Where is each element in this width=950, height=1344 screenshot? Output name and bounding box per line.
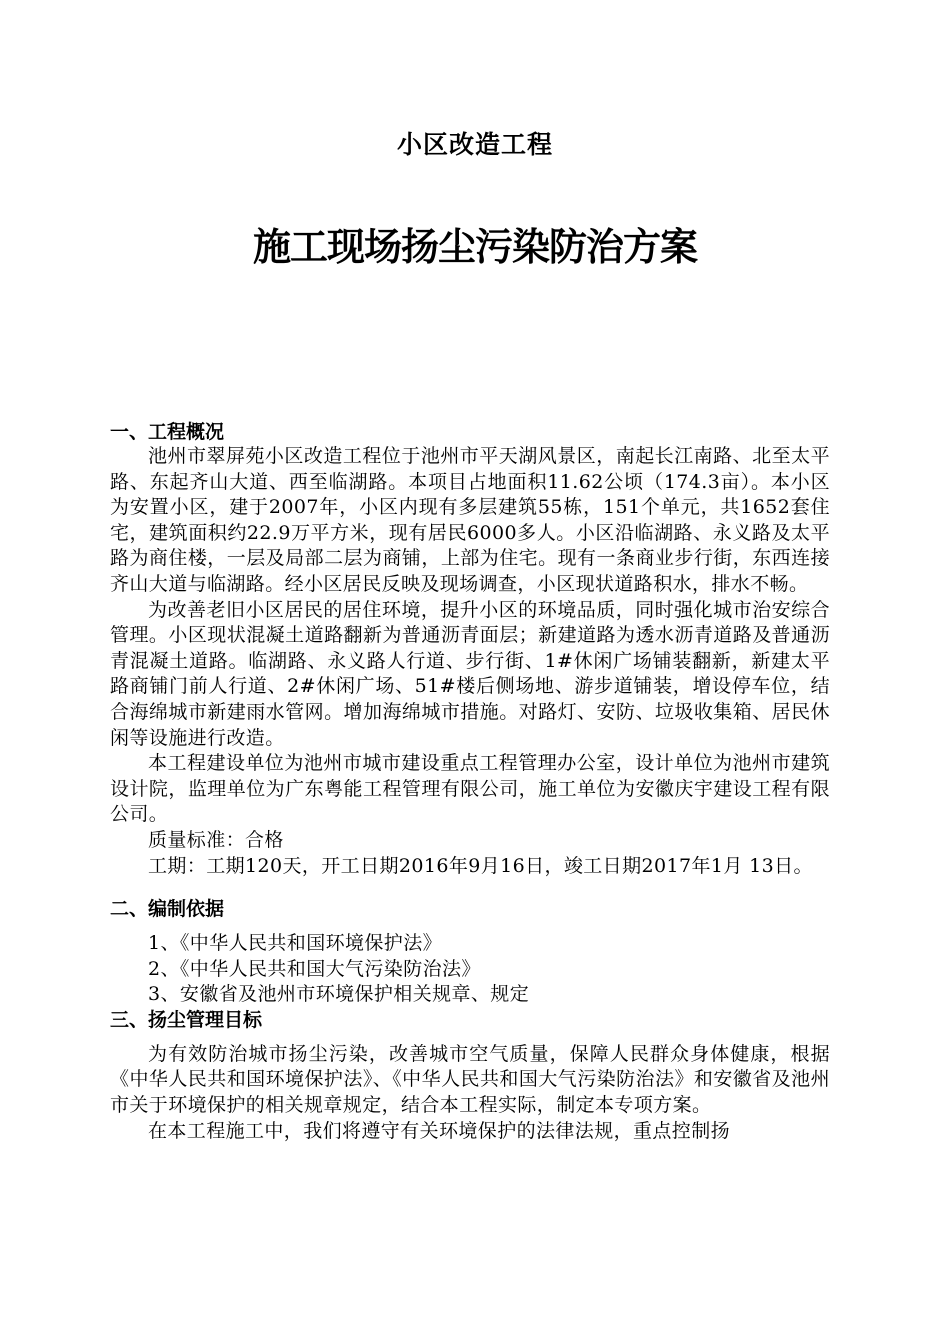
list-item: 3、安徽省及池州市环境保护相关规章、规定 <box>148 983 530 1006</box>
heading-spacer <box>110 921 830 931</box>
heading-spacer <box>110 1032 830 1042</box>
section-heading: 二、编制依据 <box>110 898 225 921</box>
paragraph: 在本工程施工中，我们将遵守有关环境保护的法律法规，重点控制扬 <box>148 1119 731 1142</box>
section-dust-goals <box>110 1008 830 1144</box>
paragraph: 为有效防治城市扬尘污染，改善城市空气质量，保障人民群众身体健康，根据《中华人民共和国环境保护法》、《中华人民共和国大气污染防治法》和安徽省及池州市关于环境保护的相关规章规定，结合本工程实际，制定本专项方案。 <box>110 1042 830 1117</box>
section-spacer <box>110 879 830 897</box>
list-item: 2、《中华人民共和国大气污染防治法》 <box>148 957 481 980</box>
paragraph: 池州市翠屏苑小区改造工程位于池州市平天湖风景区，南起长江南路、北至太平路、东起齐山大道、西至临湖路。本项目占地面积11.62公顷（174.3亩）。本小区为安置小区，建于2007年，小区内现有多层建筑55栋，151个单元，共1652套住宅，建筑面积约22.9万平方米，现有居民6000多人。小区沿临湖路、永义路及太平路为商住楼，一层及局部二层为商铺，上部为住宅。现有一条商业步行街，东西连接齐山大道与临湖路。经小区居民反映及现场调查，小区现状道路积水，排水不畅。 <box>110 445 830 595</box>
document-body <box>110 420 830 1144</box>
paragraph: 本工程建设单位为池州市城市建设重点工程管理办公室，设计单位为池州市建筑设计院，监理单位为广东粤能工程管理有限公司，施工单位为安徽庆宇建设工程有限公司。 <box>110 752 830 826</box>
document-title: 施工现场扬尘污染防治方案 <box>252 225 697 269</box>
section-heading: 三、扬尘管理目标 <box>110 1008 263 1031</box>
paragraph: 为改善老旧小区居民的居住环境，提升小区的环境品质，同时强化城市治安综合管理。小区现状混凝土道路翻新为普通沥青面层；新建道路为透水沥青道路及普通沥青混凝土道路。临湖路、永义路人行道、步行街、1#休闲广场铺装翻新，新建太平路商铺门前人行道、2#休闲广场、51#楼后侧场地、游步道铺装，增设停车位，结合海绵城市新建雨水管网。增加海绵城市措施。对路灯、安防、垃圾收集箱、居民休闲等设施进行改造。 <box>110 598 830 749</box>
list-item: 1、《中华人民共和国环境保护法》 <box>148 932 442 955</box>
document-subtitle: 小区改造工程 <box>396 130 553 159</box>
quality-standard: 质量标准：合格 <box>148 828 284 851</box>
section-basis <box>110 897 830 1008</box>
construction-period: 工期：工期120天，开工日期2016年9月16日，竣工日期2017年1月 13日。 <box>148 854 813 877</box>
section-heading: 一、工程概况 <box>110 421 225 443</box>
section-project-overview <box>110 420 830 879</box>
